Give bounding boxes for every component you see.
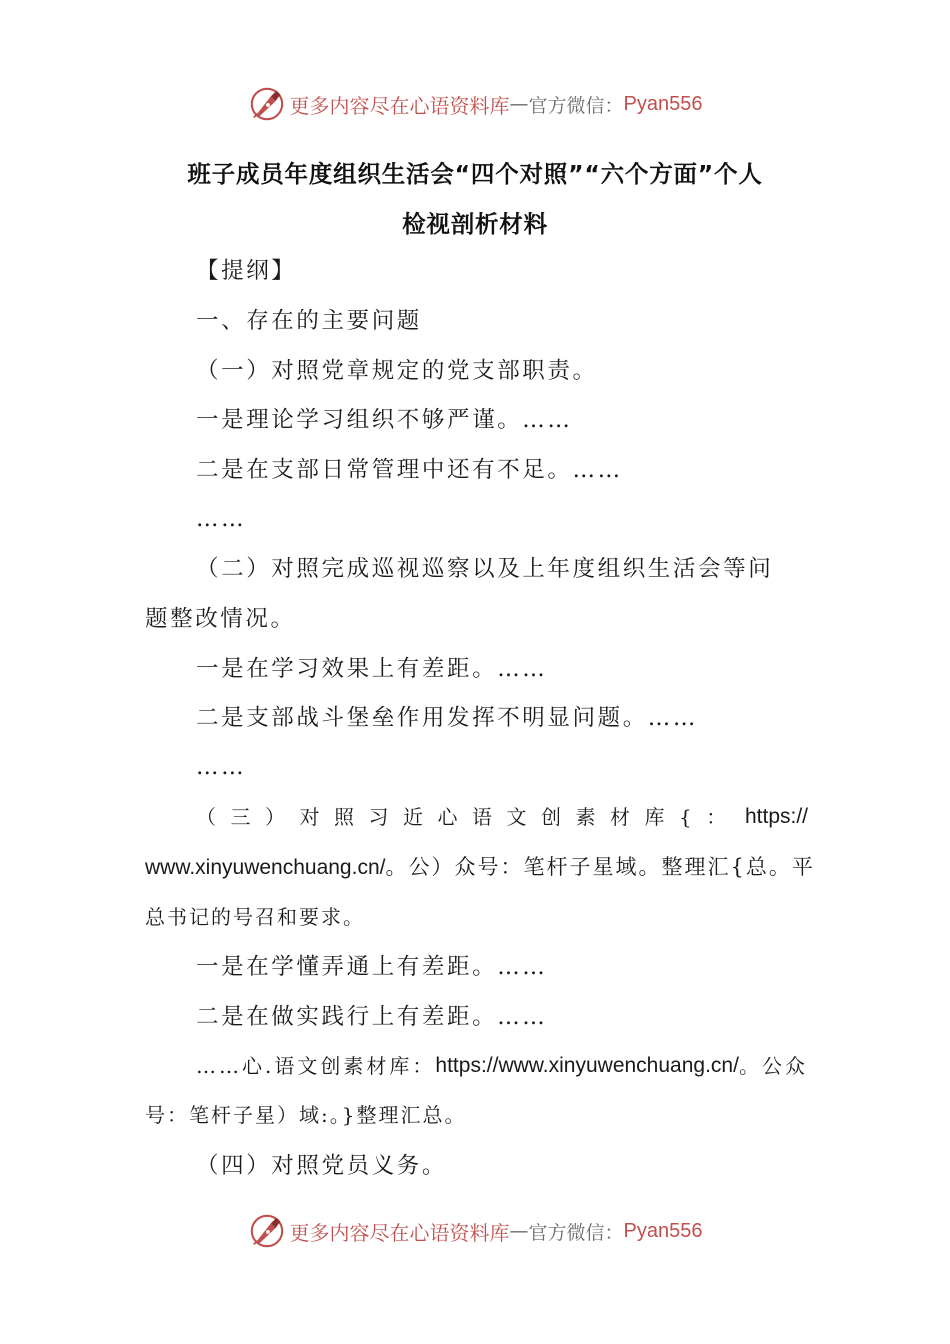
header-watermark bbox=[0, 82, 950, 126]
sub3-line2-url: www.xinyuwenchuang.cn/ bbox=[145, 856, 386, 879]
sub3-item1: 一是在学懂弄通上有差距。…… bbox=[196, 954, 548, 980]
sub3-line1 bbox=[196, 802, 808, 832]
sub4-heading: （四）对照党员义务。 bbox=[196, 1153, 448, 1179]
watermark-text: 更多内容尽在心语资料库 bbox=[289, 1220, 510, 1245]
sub2-heading-line1: （二）对照完成巡视巡察以及上年度组织生活会等问 bbox=[196, 556, 774, 582]
pen-nib-logo-icon bbox=[248, 85, 286, 123]
watermark-dash: — bbox=[509, 1220, 529, 1242]
sub3-note-prefix: ……心.语文创素材库： bbox=[196, 1054, 436, 1078]
document-title-line2: 检视剖析材料 bbox=[402, 210, 548, 238]
watermark-dash: — bbox=[509, 93, 529, 115]
sub2-heading-line2: 题整改情况。 bbox=[145, 606, 296, 632]
document-title-line1: 班子成员年度组织生活会“四个对照”“六个方面”个人 bbox=[187, 160, 763, 188]
watermark-text: 更多内容尽在心语资料库 bbox=[289, 93, 510, 118]
watermark-wechat-label: 官方微信： bbox=[528, 1221, 624, 1244]
footer-watermark bbox=[0, 1209, 950, 1253]
watermark-wechat-id: Pyan556 bbox=[623, 1219, 703, 1242]
sub2-item1: 一是在学习效果上有差距。…… bbox=[196, 656, 548, 682]
sub1-item2: 二是在支部日常管理中还有不足。…… bbox=[196, 457, 623, 483]
sub3-line3: 总书记的号召和要求。 bbox=[145, 905, 365, 929]
sub3-line1-text: （三）对照习近心语文创素材库{： bbox=[196, 805, 741, 829]
outline-label: 【提纲】 bbox=[196, 258, 297, 284]
sub3-note-url: https://www.xinyuwenchuang.cn/ bbox=[435, 1054, 739, 1077]
sub1-item1: 一是理论学习组织不够严谨。…… bbox=[196, 407, 573, 433]
sub3-item2: 二是在做实践行上有差距。…… bbox=[196, 1004, 548, 1030]
section1-heading: 一、存在的主要问题 bbox=[196, 308, 422, 334]
sub3-note-line2: 号：笔杆子星）域:。}整理汇总。 bbox=[145, 1103, 467, 1127]
sub3-line1-url: https:// bbox=[744, 805, 808, 828]
sub3-line2-text: 。公）众号：笔杆子星域。整理汇{总。平 bbox=[385, 855, 815, 879]
pen-nib-logo-icon bbox=[248, 1212, 286, 1250]
watermark-wechat-id: Pyan556 bbox=[623, 92, 703, 115]
sub3-line2 bbox=[145, 852, 815, 883]
watermark-wechat-label: 官方微信： bbox=[528, 94, 624, 117]
sub2-item2: 二是支部战斗堡垒作用发挥不明显问题。…… bbox=[196, 705, 699, 731]
sub3-note-line1 bbox=[196, 1051, 808, 1081]
sub3-note-suffix: 。公众 bbox=[738, 1054, 808, 1078]
sub2-ellipsis: …… bbox=[196, 754, 247, 780]
sub1-ellipsis: …… bbox=[196, 506, 247, 532]
sub1-heading: （一）对照党章规定的党支部职责。 bbox=[196, 358, 598, 384]
